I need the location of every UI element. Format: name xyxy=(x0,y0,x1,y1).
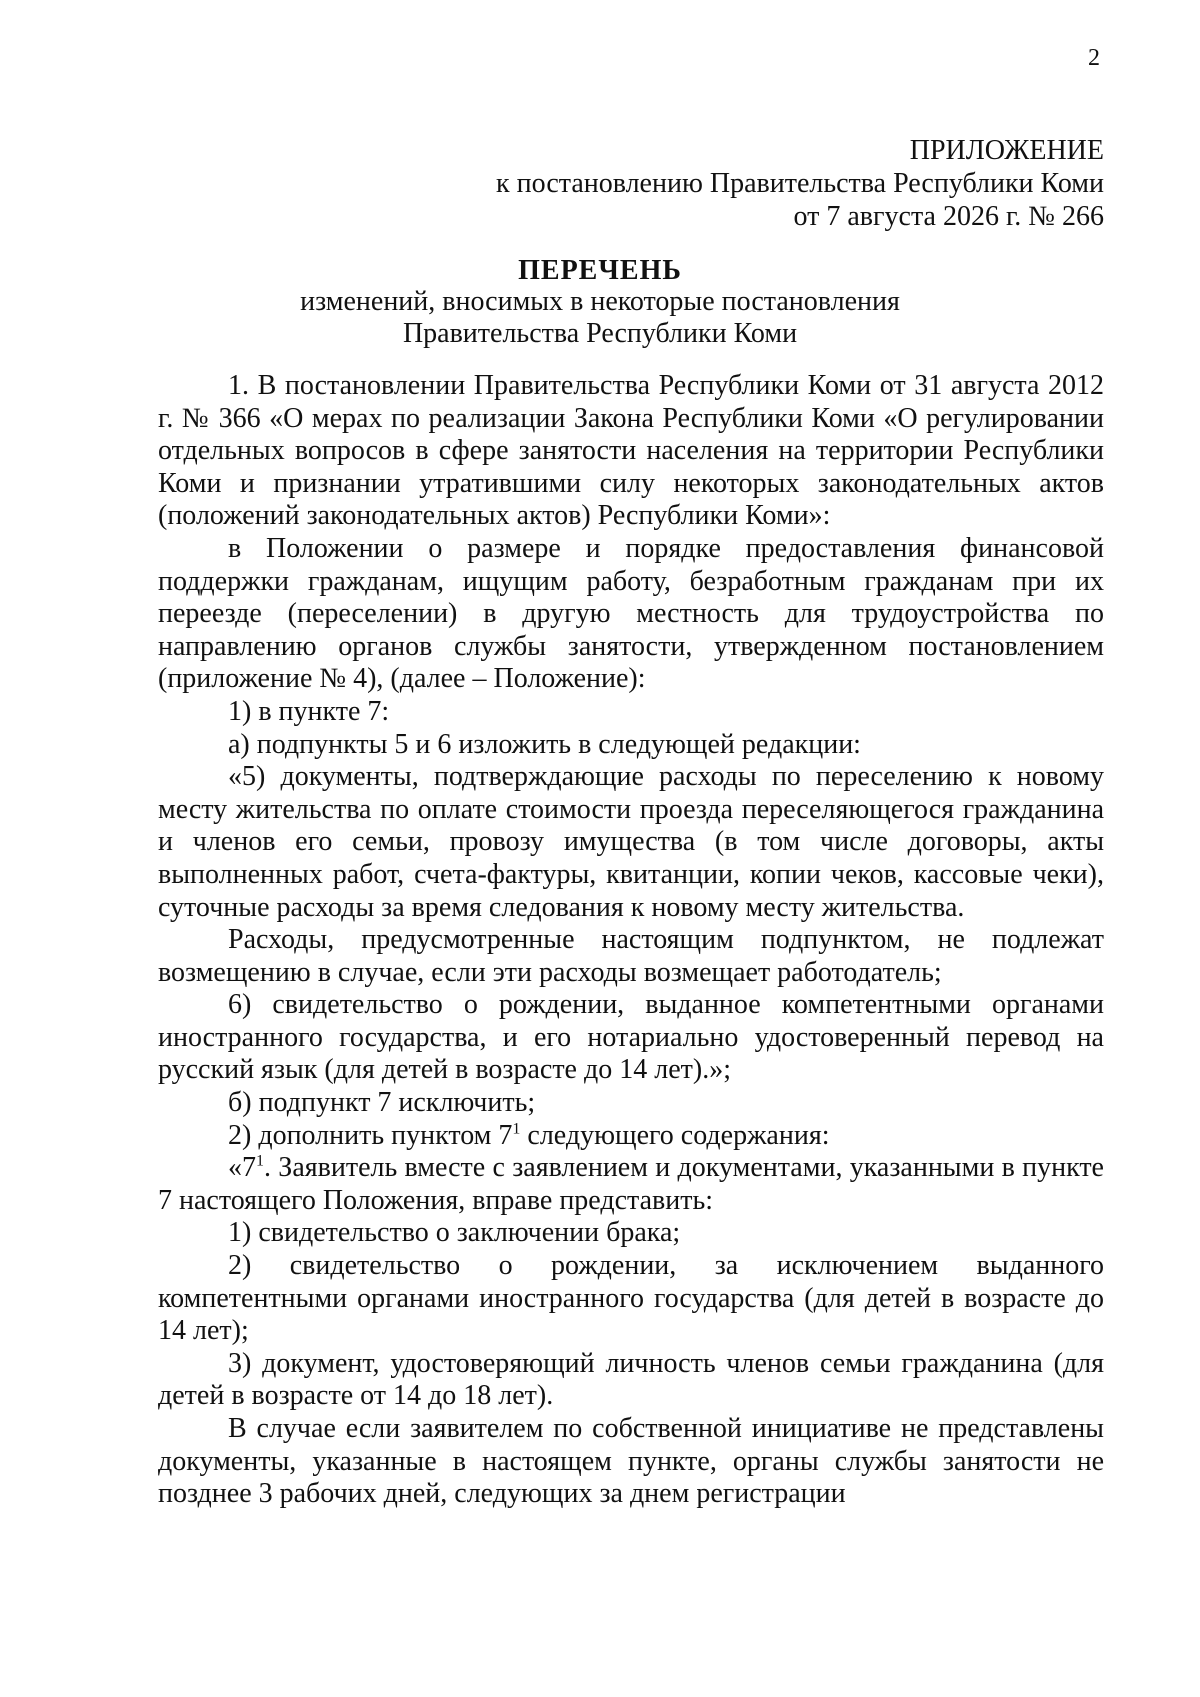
paragraph: 2) свидетельство о рождении, за исключением выданного компетентными органами иностранного государства (для детей в возрасте до 14 лет); xyxy=(158,1250,1104,1347)
paragraph: в Положении о размере и порядке предоставления финансовой поддержки гражданам, ищущим работу, безработным гражданам при их переезде (переселении) в другую местность для трудоустройства по направлению органов службы занятости, утвержденном постановлением (приложение № 4), (далее – Положение): xyxy=(158,532,1104,695)
document-title: ПЕРЕЧЕНЬ xyxy=(518,255,682,286)
appendix-title: ПРИЛОЖЕНИЕ xyxy=(909,135,1104,166)
paragraph: 1) в пункте 7: xyxy=(228,695,390,727)
subtitle-line-1: изменений, вносимых в некоторые постановления xyxy=(300,286,900,317)
appendix-date-number-line: от 7 августа 2026 г. № 266 xyxy=(793,201,1104,232)
paragraph-item-7-1-intro xyxy=(158,1120,1104,1153)
appendix-block xyxy=(300,134,1104,233)
paragraph: б) подпункт 7 исключить; xyxy=(228,1087,536,1119)
paragraph: В случае если заявителем по собственной инициативе не представлены документы, указанные в настоящем пункте, органы службы занятости не позднее 3 рабочих дней, следующих за днем регистрации xyxy=(158,1413,1104,1510)
paragraph: 3) документ, удостоверяющий личность членов семьи гражданина (для детей в возрасте от 14 до 18 лет). xyxy=(158,1347,1104,1412)
text-fragment: следующего содержания: xyxy=(520,1119,830,1151)
page-number: 2 xyxy=(1088,45,1100,71)
paragraph: а) подпункты 5 и 6 изложить в следующей редакции: xyxy=(228,728,861,760)
appendix-resolution-line: к постановлению Правительства Республики Коми xyxy=(496,168,1104,199)
paragraph: Расходы, предусмотренные настоящим подпунктом, не подлежат возмещению в случае, если эти расходы возмещает работодатель; xyxy=(158,924,1104,988)
paragraph: 1. В постановлении Правительства Республики Коми от 31 августа 2012 г. № 366 «О мерах по реализации Закона Республики Коми «О регулировании отдельных вопросов в сфере занятости населения на территории Республики Коми и признании утратившими силу некоторых законодательных актов (положений законодательных актов) Республики Коми»: xyxy=(158,370,1104,532)
superscript: 1 xyxy=(256,1152,264,1170)
document-body xyxy=(158,370,1104,1511)
paragraph: 6) свидетельство о рождении, выданное компетентными органами иностранного государства, и его нотариально удостоверенный перевод на русский язык (для детей в возрасте до 14 лет).»; xyxy=(158,989,1104,1086)
paragraph: «5) документы, подтверждающие расходы по переселению к новому месту жительства по оплате стоимости проезда переселяющегося гражданина и членов его семьи, провозу имущества (в том числе договоры, акты выполненных работ, счета-фактуры, квитанции, копии чеков, кассовые чеки), суточные расходы за время следования к новому месту жительства. xyxy=(158,761,1104,923)
text-fragment: . Заявитель вместе с заявлением и документами, указанными в пункте 7 настоящего Положения, вправе представить: xyxy=(158,1152,1104,1216)
subtitle-line-2: Правительства Республики Коми xyxy=(402,317,798,349)
paragraph-item-7-1-text xyxy=(158,1152,1104,1217)
superscript: 1 xyxy=(512,1120,521,1138)
paragraph: 1) свидетельство о заключении брака; xyxy=(228,1217,681,1249)
text-fragment: 2) дополнить пунктом 7 xyxy=(228,1119,513,1151)
document-subtitle xyxy=(0,286,1200,349)
text-fragment: «7 xyxy=(228,1152,256,1184)
